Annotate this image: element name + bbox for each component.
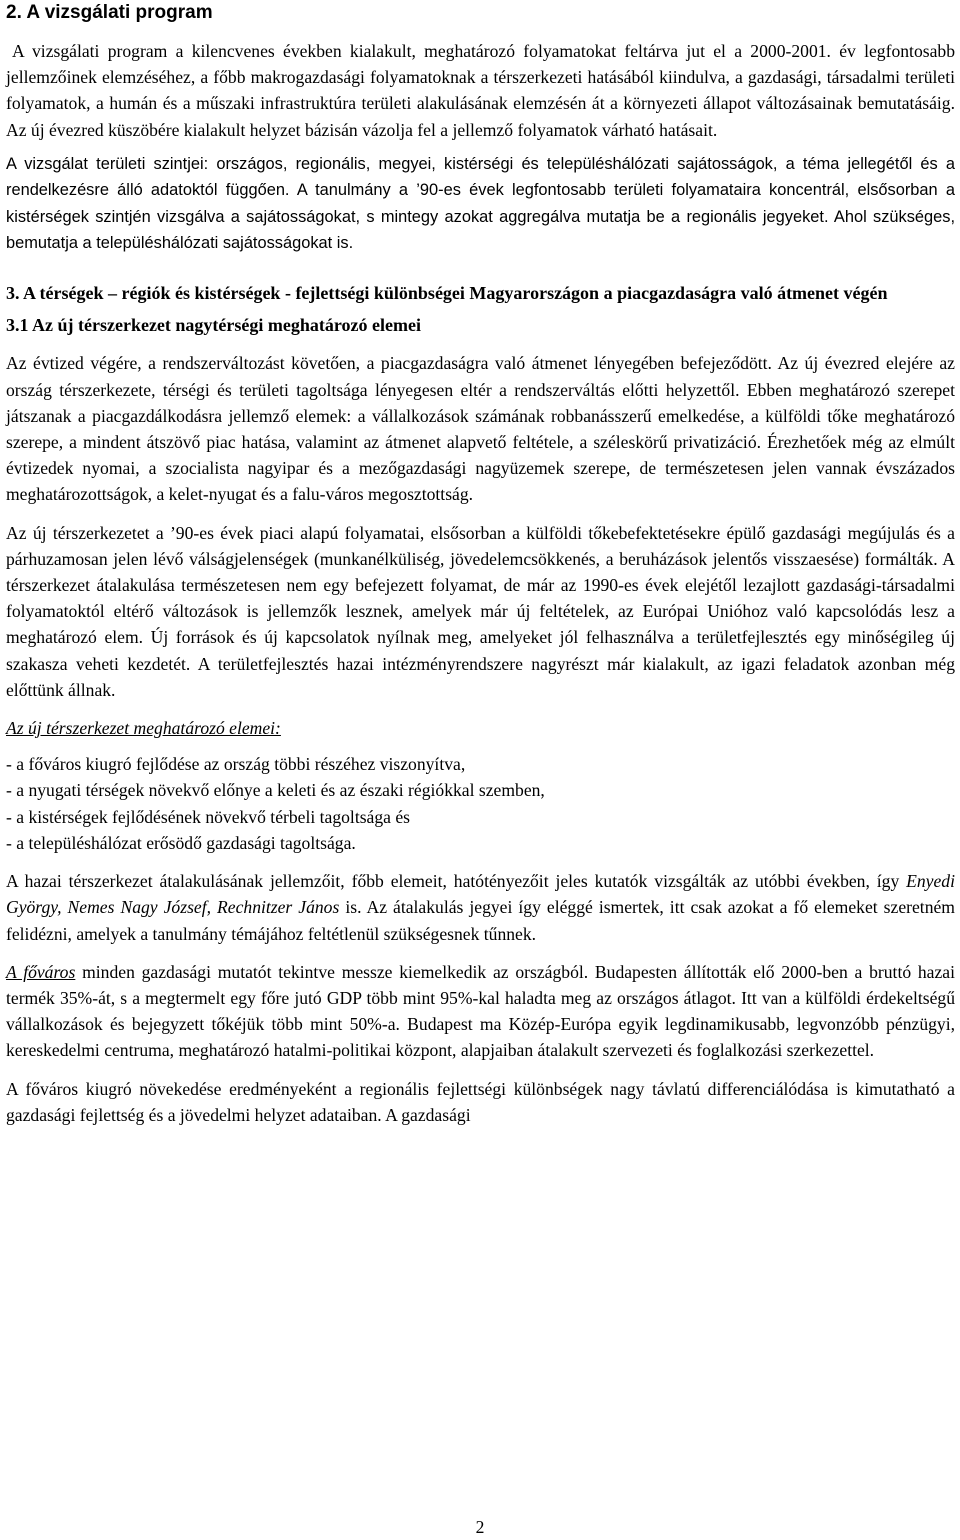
paragraph-4-rest: minden gazdasági mutatót tekintve messze kiemelkedik az országból. Budapesten állították elő 2000-ben a bruttó hazai termék 35%-át, s a megtermelt egy főre jutó GDP több mint 95%-kal haladta meg az országos átlagot. Itt van a külföldi érdekeltségű vállalkozások és bejegyzett tőkéjük több mint 50%-a. Budapest ma Közép-Európa egyik legdinamikusabb, legvonzóbb pénzügyi, kereskedelmi centruma, meghatározó hatalmi-politikai központ, alapjaiban átalakult szervezeti és foglalkozási szerkezettel. — [6, 961, 955, 1061]
elements-list — [6, 751, 955, 856]
section-3-heading: 3. A térségek – régiók és kistérségek - fejlettségi különbségei Magyarországon a piacgazdaságra való átmenet végén — [6, 283, 888, 304]
section-3-paragraph-2: Az új térszerkezetet a ’90-es évek piaci alapú folyamatai, elsősorban a külföldi tőkebefektetésekre épülő gazdasági megújulás és a párhuzamosan jelen lévő válságjelenségek (munkanélküliség, jövedelemcsökkenés, a beruházások jelentős visszaesése) formálták. A térszerkezet átalakulása természetesen nem egy befejezett folyamat, de már az 1990-es évek elejétől lezajlott gazdasági-társadalmi folyamatoktól eltérő változások is jellemzők lesznek, amelyek már új feltételek, az Európai Unióhoz való kapcsolódás lesz a meghatározó elem. Új források és új kapcsolatok nyílnak meg, amelyeket jól felhasználva a területfejlesztés egy minőségileg új szakasza veheti kezdetét. A területfejlesztés hazai intézményrendszere nagyrészt már kialakult, az igazi feladatok azonban még előttünk állnak. — [6, 522, 955, 700]
list-item: - a főváros kiugró fejlődése az ország többi részéhez viszonyítva, — [6, 754, 466, 775]
section-2-paragraph-1: A vizsgálati program a kilencvenes években kialakult, meghatározó folyamatokat feltárva jut el a 2000-2001. év legfontosabb jellemzőinek elemzéséhez, a főbb makrogazdasági folyamatoknak a térszerkezeti hatásából kiindulva, a gazdasági, társadalmi területi folyamatok, a humán és a műszaki infrastruktúra területi alakulásának elemzésén át a környezeti állapot változásainak bemutatásáig. Az új évezred küszöbére kialakult helyzet bázisán vázolja fel a jellemző folyamatok várható hatásait. — [6, 41, 955, 140]
list-item: - a kistérségek fejlődésének növekvő térbeli tagoltsága és — [6, 806, 411, 827]
section-2-paragraph-2: A vizsgálat területi szintjei: országos, regionális, megyei, kistérségi és településhálózati sajátosságok, a téma jellegétől és a rendelkezésre álló adatoktól függően. A tanulmány a ’90-es évek legfontosabb területi folyamataira koncentrál, elsősorban a kistérségek szintjén vizsgálva a sajátosságokat, s mintegy azokat aggregálva mutatja be a regionális jegyeket. Ahol szükséges, bemutatja a településhálózati sajátosságokat is. — [6, 154, 955, 253]
paragraph-3-end: is. Az átalakulás jegyei így eléggé ismertek, itt csak azokat a fő elemeket szeretném felidézni, amelyek a tanulmány témájához feltétlenül szükségesnek tűnnek. — [6, 897, 955, 944]
section-3-paragraph-1: Az évtized végére, a rendszerváltozást követően, a piacgazdaságra való átmenet lényegében befejeződött. Az új évezred elejére az ország térszerkezete, térségi és területi tagoltsága lényegesen eltér a rendszerváltás előtti helyzettől. Ebben meghatározó szerepet játszanak a piacgazdálkodásra jellemző elemek: a vállalkozások számának robbanásszerű emelkedése, a külföldi tőke meghatározó szerepe, a mindent átszövő piac hatása, valamint az átmenet alapvető feltétele, a széleskörű privatizáció. Érezhetőek még az elmúlt évtizedek nyomai, a szocialista nagyipar és a mezőgazdasági nagyüzemek szerepe, de természetesen jelen vannak évszázados meghatározottságok, a kelet-nyugat és a falu-város megosztottság. — [6, 353, 955, 505]
section-2-heading: 2. A vizsgálati program — [6, 2, 213, 23]
list-item: - a nyugati térségek növekvő előnye a keleti és az északi régiókkal szemben, — [6, 780, 545, 801]
section-3-paragraph-3 — [6, 868, 955, 947]
section-3-paragraph-4 — [6, 959, 955, 1064]
section-3-1-heading: 3.1 Az új térszerkezet nagytérségi meghatározó elemei — [6, 315, 422, 336]
elements-list-title — [6, 715, 955, 741]
page-number: 2 — [475, 1517, 485, 1537]
elements-list-title-text: Az új térszerkezet meghatározó elemei: — [6, 718, 281, 739]
list-item: - a településhálózat erősödő gazdasági tagoltsága. — [6, 832, 356, 853]
capital-city-lead: A főváros — [6, 961, 76, 982]
document-page — [6, 0, 955, 1128]
paragraph-3-start: A hazai térszerkezet átalakulásának jellemzőit, főbb elemeit, hatótényezőit jeles kutatók vizsgálták az utóbbi években, így — [6, 871, 907, 892]
researcher-names: Enyedi György, Nemes Nagy József, Rechnitzer János — [6, 871, 955, 918]
section-3-paragraph-5: A főváros kiugró növekedése eredményeként a regionális fejlettségi különbségek nagy távlatú differenciálódása is kimutatható a gazdasági fejlettség és a jövedelmi helyzet adataiban. A gazdasági — [6, 1078, 955, 1125]
